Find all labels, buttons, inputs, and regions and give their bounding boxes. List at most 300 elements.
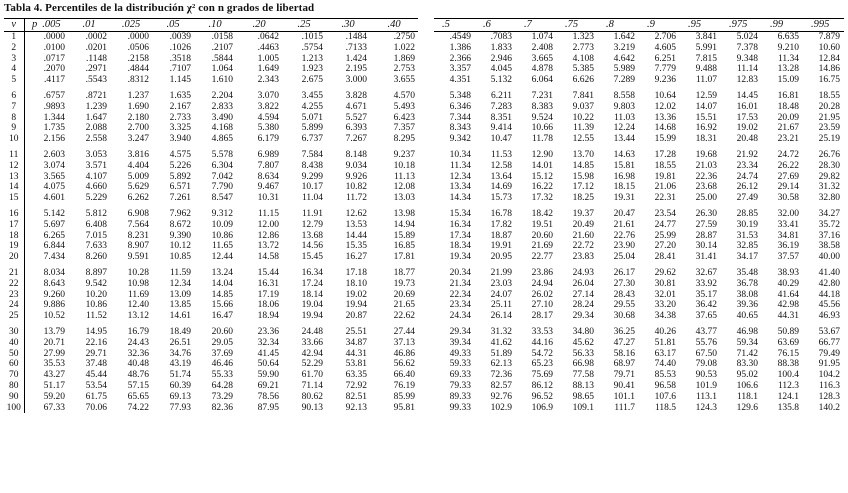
table-cell: 3.219 [613,42,635,53]
table-cell: 29.34 [449,326,471,337]
table-row [434,91,844,102]
table-cell: 10.98 [127,278,149,289]
table-cell: .2158 [127,53,149,64]
table-row [434,311,844,322]
table-cell: 95.02 [736,370,758,381]
table-cell: 19.81 [654,171,676,182]
table-cell: 30.19 [736,219,758,230]
header-row [434,19,844,32]
table-cell: 28.41 [654,252,676,263]
table-cell: 1.386 [449,42,471,53]
table-cell: 13.53 [345,219,367,230]
table-cell: 33.53 [531,326,553,337]
table-cell: 15.35 [345,241,367,252]
table-cell: 25.00 [695,193,717,204]
table-cell: 5.380 [257,123,279,134]
table-cell: 7.267 [345,134,367,145]
table-cell: 23.36 [257,326,279,337]
table-cell: 10.85 [169,252,191,263]
table-cell: 7.231 [531,90,553,101]
table-row [4,327,418,338]
degrees-of-freedom: 3 [4,54,24,65]
table-cell: 9.236 [654,75,676,86]
table-cell: 11.15 [257,208,279,219]
table-cell: 2.195 [345,64,367,75]
table-cell: 16.81 [777,90,799,101]
table-cell: .0000 [127,32,149,42]
table-cell: 8.643 [43,278,65,289]
table-cell: 9.390 [169,230,191,241]
table-row [4,252,418,263]
table-cell: 22.76 [613,230,635,241]
table-cell: 62.13 [490,359,512,370]
table-cell: 13.64 [490,171,512,182]
table-cell: 5.024 [736,32,758,42]
table-cell: 14.58 [257,252,279,263]
table-cell: 10.86 [211,230,233,241]
table-row [4,311,418,322]
table-cell: 16.31 [257,278,279,289]
table-cell: 8.351 [490,112,512,123]
table-cell: 44.31 [345,348,367,359]
table-cell: 5.812 [85,208,107,219]
table-row [434,349,844,360]
table-cell: 6.408 [85,219,107,230]
table-cell: 8.547 [211,193,233,204]
degrees-of-freedom: 16 [4,209,24,220]
table-cell: 10.82 [345,182,367,193]
table-cell: 6.989 [257,149,279,160]
percentile-header [194,19,236,32]
table-cell: 11.39 [572,123,594,134]
table-cell: 41.62 [490,337,512,348]
table-row [434,290,844,301]
table-cell: 20.49 [572,219,594,230]
table-cell: 26.12 [736,182,758,193]
table-cell: 22.36 [695,171,717,182]
table-cell: 69.33 [449,370,471,381]
table-cell: 27.49 [736,193,758,204]
table-cell: 51.81 [654,337,676,348]
table-cell: 83.30 [736,359,758,370]
table-cell: 16.78 [490,208,512,219]
table-cell: 9.803 [613,101,635,112]
table-cell: 18.94 [257,311,279,322]
table-cell: 15.73 [490,193,512,204]
table-row [434,172,844,183]
table-cell: 32.36 [127,348,149,359]
table-cell: 59.34 [736,337,758,348]
table-cell: 49.33 [449,348,471,359]
table-cell: 16.85 [393,241,415,252]
table-cell: 76.19 [393,380,415,391]
table-cell: 31.32 [490,326,512,337]
table-cell: 63.17 [654,348,676,359]
table-cell: 9.467 [257,182,279,193]
table-row [4,381,418,392]
table-cell: 5.527 [345,112,367,123]
table-cell: 15.66 [211,300,233,311]
table-cell: 3.822 [257,101,279,112]
table-cell: 124.1 [777,391,799,402]
table-cell: 6.423 [393,112,415,123]
table-cell: 45.44 [85,370,107,381]
table-cell: .2750 [393,32,415,42]
table-cell: 1.833 [490,42,512,53]
table-cell: 36.42 [695,300,717,311]
table-cell: 5.385 [572,64,594,75]
table-cell: 21.92 [736,149,758,160]
table-cell: 101.1 [613,391,635,402]
table-cell: 23.03 [490,278,512,289]
degrees-of-freedom: 17 [4,220,24,231]
table-cell: 1.239 [85,101,107,112]
table-cell: .8312 [127,75,149,86]
table-cell: 23.59 [818,123,840,134]
table-row [434,231,844,242]
table-cell: 96.52 [531,391,553,402]
table-cell: 47.27 [613,337,635,348]
table-cell: 18.25 [572,193,594,204]
table-cell: 14.86 [818,64,840,75]
table-cell: 24.77 [654,219,676,230]
table-row [434,193,844,204]
table-cell: 5.697 [43,219,65,230]
table-cell: .8721 [85,90,107,101]
table-row [434,268,844,279]
table-cell: 15.81 [613,160,635,171]
table-cell: .3518 [169,53,191,64]
table-row [4,403,418,414]
table-row [434,43,844,54]
table-cell: 42.80 [818,278,840,289]
table-cell: 27.99 [43,348,65,359]
table-cell: 22.31 [654,193,676,204]
table-cell: 29.71 [85,348,107,359]
table-cell: 15.45 [301,252,323,263]
table-cell: 52.29 [301,359,323,370]
table-cell: 8.034 [43,267,65,278]
table-cell: 2.946 [490,53,512,64]
table-cell: 31.41 [695,252,717,263]
table-cell: 9.542 [85,278,107,289]
table-cell: 33.66 [301,337,323,348]
table-cell: 34.27 [818,208,840,219]
table-cell: 19.68 [695,149,717,160]
percentile-label: .05 [166,19,180,30]
table-cell: 82.36 [211,402,233,413]
table-cell: 68.97 [613,359,635,370]
table-row [4,123,418,134]
table-cell: 23.54 [654,208,676,219]
table-cell: 8.260 [85,252,107,263]
table-cell: 5.229 [85,193,107,204]
table-cell: 5.899 [301,123,323,134]
table-cell: 44.16 [531,337,553,348]
table-cell: 116.3 [818,380,840,391]
table-cell: 5.991 [695,42,717,53]
table-cell: 7.779 [654,64,676,75]
table-cell: 29.05 [211,337,233,348]
table-cell: 7.357 [393,123,415,134]
table-cell: 53.54 [85,380,107,391]
table-cell: 15.09 [777,75,799,86]
table-cell: 27.44 [393,326,415,337]
table-cell: 7.283 [490,101,512,112]
table-cell: 13.03 [393,193,415,204]
table-cell: 14.61 [169,311,191,322]
table-cell: 19.31 [613,193,635,204]
table-cell: 12.58 [490,160,512,171]
table-cell: 8.383 [531,101,553,112]
table-cell: 72.92 [345,380,367,391]
table-cell: 37.16 [818,230,840,241]
table-row [4,193,418,204]
table-cell: 53.81 [345,359,367,370]
table-row [4,54,418,65]
table-cell: 118.5 [654,402,676,413]
table-cell: 28.24 [572,300,594,311]
table-cell: 33.41 [777,219,799,230]
table-cell: 17.19 [257,289,279,300]
table-cell: 11.14 [736,64,758,75]
degrees-of-freedom: 9 [4,123,24,134]
table-cell: 7.015 [85,230,107,241]
table-cell: 6.304 [211,160,233,171]
table-cell: .7083 [490,32,512,42]
table-cell: 2.343 [257,75,279,86]
table-cell: 26.04 [572,278,594,289]
table-cell: 14.04 [211,278,233,289]
degrees-of-freedom: 22 [4,279,24,290]
nu-header: ν [4,19,24,32]
table-cell: .7107 [169,64,191,75]
table-cell: 4.570 [393,90,415,101]
table-cell: .7133 [345,42,367,53]
table-cell: 25.04 [613,252,635,263]
table-cell: 20.87 [345,311,367,322]
table-cell: 101.9 [695,380,717,391]
table-cell: 15.98 [572,171,594,182]
table-cell: 19.94 [345,300,367,311]
table-cell: 14.45 [736,90,758,101]
table-row [4,102,418,113]
percentile-header [110,19,152,32]
table-row [4,91,418,102]
table-cell: 15.44 [257,267,279,278]
table-cell: 14.85 [211,289,233,300]
table-cell: 24.72 [777,149,799,160]
table-cell: 18.55 [818,90,840,101]
table-cell: .5543 [85,75,107,86]
table-cell: 11.65 [211,241,233,252]
table-cell: 89.33 [449,391,471,402]
table-cell: 63.35 [345,370,367,381]
table-cell: 16.75 [818,75,840,86]
table-cell: 9.342 [449,134,471,145]
table-cell: 32.80 [818,193,840,204]
table-cell: 35.48 [736,267,758,278]
degrees-of-freedom: 18 [4,231,24,242]
table-cell: .9893 [43,101,65,112]
table-cell: 24.48 [301,326,323,337]
table-cell: 90.13 [301,402,323,413]
degrees-of-freedom: 12 [4,161,24,172]
table-cell: 24.34 [449,311,471,322]
table-cell: 10.66 [531,123,553,134]
table-cell: 26.14 [490,311,512,322]
table-cell: 44.31 [777,311,799,322]
table-cell: 5.071 [301,112,323,123]
table-cell: 10.09 [211,219,233,230]
degrees-of-freedom: 23 [4,290,24,301]
table-cell: 12.02 [654,101,676,112]
table-cell: 31.53 [736,230,758,241]
table-cell: 11.69 [127,289,149,300]
table-cell: 20.95 [490,252,512,263]
table-cell: 13.09 [169,289,191,300]
table-cell: 11.59 [169,267,191,278]
table-cell: 30.81 [654,278,676,289]
table-cell: 9.299 [301,171,323,182]
table-cell: .2971 [85,64,107,75]
table-cell: 9.414 [490,123,512,134]
table-cell: 36.78 [736,278,758,289]
table-cell: 1.064 [211,64,233,75]
table-cell: 18.15 [613,182,635,193]
table-cell: 20.34 [449,267,471,278]
table-row [434,279,844,290]
table-cell: 8.558 [613,90,635,101]
table-cell: 28.30 [818,160,840,171]
table-cell: 63.69 [777,337,799,348]
table-cell: 18.77 [393,267,415,278]
table-cell: 4.671 [345,101,367,112]
table-cell: 1.642 [613,32,635,42]
table-cell: 107.6 [654,391,676,402]
table-row [434,370,844,381]
table-cell: 33.92 [695,278,717,289]
percentile-header: .6 [483,19,491,30]
table-row [434,54,844,65]
table-cell: 37.69 [211,348,233,359]
table-cell: 23.86 [531,267,553,278]
table-cell: 13.79 [43,326,65,337]
table-cell: 3.828 [345,90,367,101]
table-cell: 20.69 [393,289,415,300]
table-cell: 25.11 [490,300,512,311]
table-cell: 15.51 [695,112,717,123]
table-cell: 9.210 [777,42,799,53]
table-cell: 16.34 [449,219,471,230]
table-cell: .0506 [127,42,149,53]
table-cell: 4.351 [449,75,471,86]
table-cell: 56.33 [572,348,594,359]
table-row [4,43,418,54]
table-row [434,359,844,370]
table-cell: 59.20 [43,391,65,402]
degrees-of-freedom: 40 [4,338,24,349]
table-cell: 7.962 [169,208,191,219]
table-cell: 69.21 [257,380,279,391]
table-cell: 17.53 [736,112,758,123]
degrees-of-freedom: 2 [4,43,24,54]
table-cell: .0000 [43,32,65,42]
table-cell: 92.76 [490,391,512,402]
table-cell: 50.89 [777,326,799,337]
table-cell: .0158 [211,32,233,42]
table-cell: 16.01 [736,101,758,112]
table-cell: 6.265 [43,230,65,241]
table-cell: 74.22 [127,402,149,413]
table-cell: 14.07 [695,101,717,112]
table-cell: 6.251 [654,53,676,64]
table-cell: 3.074 [43,160,65,171]
table-cell: 50.64 [257,359,279,370]
table-cell: 6.635 [777,32,799,42]
percentile-header [24,19,68,32]
table-cell: 29.14 [777,182,799,193]
table-cell: 26.02 [531,289,553,300]
table-cell: 79.08 [695,359,717,370]
table-cell: 17.81 [393,252,415,263]
table-cell: 87.95 [257,402,279,413]
table-cell: 24.43 [127,337,149,348]
table-row [4,231,418,242]
table-cell: 40.00 [818,252,840,263]
table-cell: 46.46 [211,359,233,370]
table-cell: 7.261 [169,193,191,204]
table-cell: 2.156 [43,134,65,145]
table-cell: 1.005 [257,53,279,64]
table-cell: 19.91 [490,241,512,252]
table-cell: 34.17 [736,252,758,263]
table-cell: 6.737 [301,134,323,145]
table-cell: 13.68 [301,230,323,241]
chi-square-table-right [434,18,844,413]
table-cell: 15.99 [654,134,676,145]
table-cell: 18.14 [301,289,323,300]
degrees-of-freedom: 4 [4,64,24,75]
table-cell: 21.65 [393,300,415,311]
table-cell: 66.98 [572,359,594,370]
table-cell: 16.92 [695,123,717,134]
table-cell: 20.60 [211,326,233,337]
table-row [434,381,844,392]
table-cell: 15.34 [449,208,471,219]
table-cell: 12.24 [613,123,635,134]
table-cell: 40.48 [127,359,149,370]
table-cell: 37.48 [85,359,107,370]
table-cell: 51.17 [43,380,65,391]
table-cell: 13.12 [127,311,149,322]
table-cell: 7.289 [613,75,635,86]
table-cell: 1.344 [43,112,65,123]
table-row [4,134,418,145]
table-cell: 9.488 [695,64,717,75]
table-cell: 4.660 [85,182,107,193]
table-cell: 10.64 [654,90,676,101]
table-cell: 43.77 [695,326,717,337]
table-cell: 43.27 [43,370,65,381]
percentile-label: .25 [297,19,311,30]
table-cell: 9.260 [43,289,65,300]
table-cell: 21.69 [531,241,553,252]
table-row [434,75,844,86]
table-cell: .0002 [85,32,107,42]
table-cell: 18.55 [654,160,676,171]
table-cell: 106.6 [736,380,758,391]
